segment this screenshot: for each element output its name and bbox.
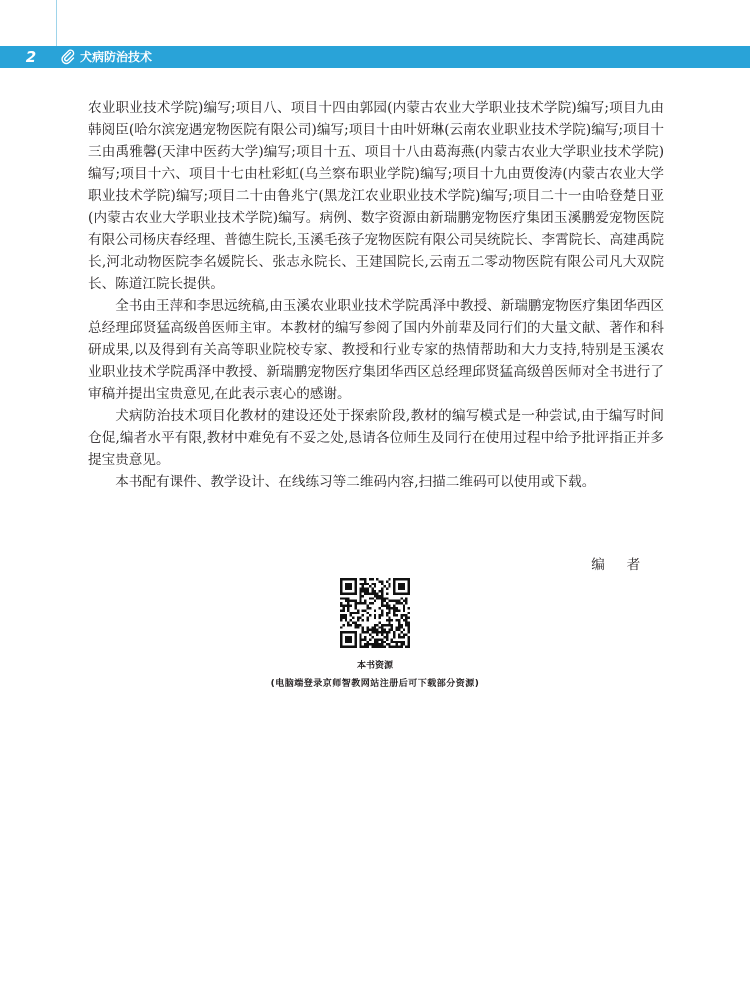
paragraph: 农业职业技术学院)编写;项目八、项目十四由郭园(内蒙古农业大学职业技术学院)编写;项目九由韩阅臣(哈尔滨宠遇宠物医院有限公司)编写;项目十由叶妍琳(云南农业职业技术学院)编写;项目十三由禹雅馨(天津中医药大学)编写;项目十五、项目十八由葛海燕(内蒙古农业大学职业技术学院)编写;项目十六、项目十七由杜彩虹(乌兰察布职业学院)编写;项目十九由贾俊涛(内蒙古农业大学职业技术学院)编写;项目二十由鲁兆宁(黑龙江农业职业技术学院)编写;项目二十一由哈登楚日亚(内蒙古农业大学职业技术学院)编写。病例、数字资源由新瑞鹏宠物医疗集团玉溪鹏爱宠物医院有限公司杨庆春经理、普德生院长,玉溪毛孩子宠物医院有限公司吴统院长、李霄院长、高建禹院长,河北动物医院李名媛院长、张志永院长、王建国院长,云南五二零动物医院有限公司凡大双院长、陈道江院长提供。 (88, 100, 664, 292)
running-header (0, 46, 750, 68)
resource-note: (电脑端登录京师智教网站注册后可下载部分资源) (270, 679, 480, 689)
paragraph: 犬病防治技术项目化教材的建设还处于探索阶段,教材的编写模式是一种尝试,由于编写时间仓促,编者水平有限,教材中难免有不妥之处,恳请各位师生及同行在使用过程中给予批评指正并多提宝贵意见。 (88, 408, 664, 468)
preface-body (88, 97, 664, 493)
qr-code-icon[interactable] (340, 578, 410, 648)
header-vertical-rule (56, 0, 57, 47)
book-title: 犬病防治技术 (80, 50, 153, 64)
signature-editors: 编者 (591, 557, 662, 573)
paragraph: 本书配有课件、教学设计、在线练习等二维码内容,扫描二维码可以使用或下载。 (115, 474, 596, 490)
paragraph: 全书由王萍和李思远统稿,由玉溪农业职业技术学院禹泽中教授、新瑞鹏宠物医疗集团华西区总经理邱贤猛高级兽医师主审。本教材的编写参阅了国内外前辈及同行们的大量文献、著作和科研成果,以及得到有关高等职业院校专家、教授和行业专家的热情帮助和大力支持,特别是玉溪农业职业技术学院禹泽中教授、新瑞鹏宠物医疗集团华西区总经理邱贤猛高级兽医师对全书进行了审稿并提出宝贵意见,在此表示衷心的感谢。 (88, 298, 664, 402)
resource-caption: 本书资源 (356, 661, 393, 671)
page-number: 2 (25, 48, 37, 66)
paperclip-icon (60, 49, 76, 65)
